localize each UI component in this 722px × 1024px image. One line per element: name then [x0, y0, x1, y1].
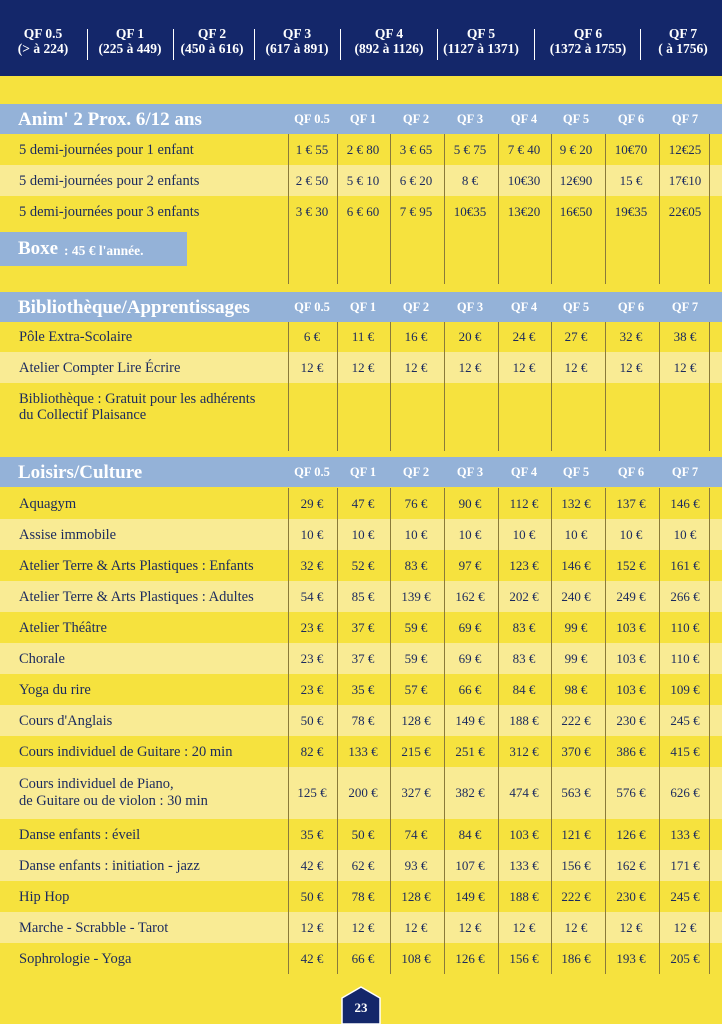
price-cell: 97 € [458, 557, 482, 573]
price-cell: 13€20 [507, 203, 541, 219]
qf-column-label: QF 6 [617, 112, 645, 126]
row-label: Hip Hop [19, 888, 70, 905]
row-label-line2: de Guitare ou de violon : 30 min [19, 793, 208, 809]
price-cell: 10 € [300, 526, 324, 542]
price-cell: 83 € [512, 619, 536, 635]
price-cell: 7 € 95 [399, 203, 433, 219]
row-label: Marche - Scrabble - Tarot [19, 919, 169, 936]
price-cell: 109 € [670, 681, 700, 697]
price-cell: 10 € [619, 526, 643, 542]
section-title: Loisirs/Culture [18, 462, 143, 483]
qf-column-label: QF 3 [456, 465, 484, 479]
header-qf-range: (1127 à 1371) [443, 41, 519, 56]
price-cell: 42 € [300, 857, 324, 873]
column-divider [390, 488, 391, 974]
table-row [0, 767, 722, 819]
price-cell: 2 € 50 [295, 172, 329, 188]
qf-column-label: QF 5 [562, 300, 590, 314]
column-divider [498, 488, 499, 974]
price-cell: 156 € [509, 950, 539, 966]
price-cell: 12€25 [668, 141, 702, 157]
qf-column-label: QF 1 [349, 300, 377, 314]
price-cell: 85 € [351, 588, 375, 604]
price-cell: 152 € [616, 557, 646, 573]
row-label: Danse enfants : éveil [19, 826, 141, 843]
column-divider [498, 134, 499, 284]
price-cell: 12 € [458, 359, 482, 375]
qf-column-label: QF 3 [456, 300, 484, 314]
price-cell: 103 € [509, 826, 539, 842]
price-cell: 12 € [512, 359, 536, 375]
column-divider [390, 134, 391, 284]
bibliotheque-note: Bibliothèque : Gratuit pour les adhérents [19, 391, 256, 407]
qf-column-label: QF 3 [456, 112, 484, 126]
price-cell: 474 € [509, 785, 539, 800]
price-cell: 12 € [564, 919, 588, 935]
price-cell: 12 € [673, 919, 697, 935]
price-cell: 23 € [300, 650, 324, 666]
price-cell: 222 € [561, 712, 591, 728]
price-cell: 93 € [404, 857, 428, 873]
table-row [0, 674, 722, 705]
price-cell: 3 € 30 [295, 203, 329, 219]
row-label: Atelier Compter Lire Écrire [19, 359, 181, 376]
header-qf-label: QF 0.5 [23, 26, 63, 41]
price-cell: 200 € [348, 785, 378, 800]
bibliotheque-note-line2: du Collectif Plaisance [19, 407, 147, 423]
price-cell: 12 € [564, 359, 588, 375]
price-cell: 83 € [512, 650, 536, 666]
price-cell: 10€35 [453, 203, 487, 219]
price-cell: 10 € [404, 526, 428, 542]
price-cell: 10 € [564, 526, 588, 542]
price-cell: 10 € [512, 526, 536, 542]
price-cell: 107 € [455, 857, 485, 873]
price-cell: 99 € [564, 619, 588, 635]
column-divider [551, 488, 552, 974]
price-cell: 66 € [351, 950, 375, 966]
row-label: Sophrologie - Yoga [19, 950, 132, 967]
price-cell: 6 € [303, 329, 321, 344]
price-cell: 10€70 [614, 141, 648, 157]
column-divider [659, 322, 660, 451]
section-header-loisirs [0, 457, 722, 487]
price-cell: 12 € [351, 919, 375, 935]
qf-column-label: QF 1 [349, 465, 377, 479]
price-cell: 12 € [512, 919, 536, 935]
price-cell: 84 € [458, 826, 482, 842]
table-row [0, 943, 722, 974]
price-cell: 126 € [616, 826, 646, 842]
price-cell: 78 € [351, 888, 375, 904]
header-qf-range: ( à 1756) [658, 41, 708, 56]
table-row [0, 643, 722, 674]
price-cell: 19€35 [614, 203, 648, 219]
header-col-7 [623, 26, 722, 64]
price-cell: 38 € [673, 329, 697, 344]
price-cell: 76 € [404, 495, 428, 511]
column-divider [288, 134, 289, 284]
price-cell: 27 € [564, 329, 588, 344]
price-cell: 6 € 20 [399, 172, 433, 188]
price-cell: 149 € [455, 712, 485, 728]
price-cell: 327 € [401, 785, 431, 800]
column-divider [444, 322, 445, 451]
price-cell: 108 € [401, 950, 431, 966]
table-row [0, 196, 722, 227]
qf-column-label: QF 7 [671, 465, 699, 479]
row-label: Atelier Terre & Arts Plastiques : Enfants [19, 557, 254, 574]
price-cell: 230 € [616, 888, 646, 904]
price-cell: 90 € [458, 495, 482, 511]
column-divider [551, 134, 552, 284]
header-separator [534, 29, 535, 60]
price-cell: 69 € [458, 619, 482, 635]
price-cell: 32 € [300, 557, 324, 573]
price-cell: 171 € [670, 857, 700, 873]
price-cell: 35 € [351, 681, 375, 697]
price-cell: 12 € [458, 919, 482, 935]
price-cell: 128 € [401, 712, 431, 728]
header-qf-range: (> à 224) [17, 41, 69, 56]
qf-column-label: QF 0.5 [294, 300, 330, 314]
header-qf-label: QF 6 [573, 26, 603, 41]
price-cell: 156 € [561, 857, 591, 873]
header-qf-range: (617 à 891) [265, 41, 329, 56]
table-row [0, 488, 722, 519]
price-cell: 12€90 [559, 172, 593, 188]
header-qf-label: QF 4 [374, 26, 404, 41]
column-divider [337, 134, 338, 284]
price-cell: 74 € [404, 826, 428, 842]
table-row [0, 322, 722, 352]
price-cell: 23 € [300, 619, 324, 635]
price-cell: 20 € [458, 329, 482, 344]
price-cell: 23 € [300, 681, 324, 697]
price-cell: 215 € [401, 743, 431, 759]
price-cell: 50 € [300, 712, 324, 728]
price-cell: 52 € [351, 557, 375, 573]
column-divider [605, 488, 606, 974]
price-cell: 188 € [509, 888, 539, 904]
price-cell: 66 € [458, 681, 482, 697]
price-cell: 8 € [461, 172, 479, 188]
price-cell: 126 € [455, 950, 485, 966]
price-cell: 139 € [401, 588, 431, 604]
price-cell: 103 € [616, 650, 646, 666]
qf-column-label: QF 5 [562, 112, 590, 126]
row-label: Cours individuel de Guitare : 20 min [19, 743, 233, 760]
column-divider [659, 488, 660, 974]
header-qf-range: (1372 à 1755) [549, 41, 627, 56]
table-row [0, 581, 722, 612]
price-cell: 83 € [404, 557, 428, 573]
price-cell: 137 € [616, 495, 646, 511]
table-row [0, 736, 722, 767]
price-cell: 37 € [351, 619, 375, 635]
price-cell: 35 € [300, 826, 324, 842]
header-qf-range: (450 à 616) [180, 41, 244, 56]
price-cell: 16€50 [559, 203, 593, 219]
header-separator [640, 29, 641, 60]
column-divider [498, 322, 499, 451]
table-row [0, 612, 722, 643]
price-cell: 12 € [404, 359, 428, 375]
price-cell: 29 € [300, 495, 324, 511]
price-cell: 245 € [670, 888, 700, 904]
price-cell: 84 € [512, 681, 536, 697]
price-cell: 146 € [670, 495, 700, 511]
table-row [0, 165, 722, 196]
price-cell: 230 € [616, 712, 646, 728]
row-label: Cours individuel de Piano, [19, 776, 174, 792]
boxe-title: Boxe [18, 238, 59, 259]
price-cell: 15 € [619, 172, 643, 188]
price-cell: 222 € [561, 888, 591, 904]
price-cell: 146 € [561, 557, 591, 573]
price-cell: 382 € [455, 785, 485, 800]
price-cell: 5 € 75 [453, 141, 487, 157]
row-label: Chorale [19, 650, 65, 667]
row-label: Cours d'Anglais [19, 712, 113, 729]
section-header-biblio [0, 292, 722, 322]
row-label: Yoga du rire [19, 681, 91, 698]
price-cell: 103 € [616, 681, 646, 697]
column-divider [709, 134, 710, 284]
price-cell: 110 € [670, 619, 700, 635]
header-qf-label: QF 5 [466, 26, 496, 41]
price-cell: 1 € 55 [295, 141, 329, 157]
price-cell: 193 € [616, 950, 646, 966]
column-divider [444, 134, 445, 284]
qf-column-label: QF 0.5 [294, 112, 330, 126]
price-cell: 415 € [670, 743, 700, 759]
price-cell: 9 € 20 [559, 141, 593, 157]
qf-column-label: QF 5 [562, 465, 590, 479]
row-label: Assise immobile [19, 526, 117, 543]
column-divider [605, 322, 606, 451]
table-row [0, 850, 722, 881]
price-cell: 370 € [561, 743, 591, 759]
qf-column-label: QF 7 [671, 112, 699, 126]
qf-column-label: QF 7 [671, 300, 699, 314]
price-cell: 386 € [616, 743, 646, 759]
table-row [0, 912, 722, 943]
price-cell: 188 € [509, 712, 539, 728]
header-separator [254, 29, 255, 60]
row-label: Pôle Extra-Scolaire [19, 329, 133, 345]
table-row [0, 550, 722, 581]
price-cell: 3 € 65 [399, 141, 433, 157]
header-separator [340, 29, 341, 60]
section-title: Bibliothèque/Apprentissages [18, 297, 250, 318]
column-divider [337, 322, 338, 451]
column-divider [709, 488, 710, 974]
price-cell: 125 € [297, 785, 327, 800]
table-row [0, 352, 722, 383]
section-header-anim [0, 104, 722, 134]
row-label: Atelier Terre & Arts Plastiques : Adultes [19, 588, 254, 605]
price-cell: 149 € [455, 888, 485, 904]
qf-column-label: QF 6 [617, 300, 645, 314]
price-cell: 10 € [351, 526, 375, 542]
price-cell: 103 € [616, 619, 646, 635]
price-cell: 12 € [673, 359, 697, 375]
price-cell: 16 € [404, 329, 428, 344]
qf-column-label: QF 0.5 [294, 465, 330, 479]
price-cell: 249 € [616, 588, 646, 604]
price-cell: 112 € [509, 495, 539, 511]
price-cell: 12 € [619, 359, 643, 375]
header-qf-label: QF 3 [282, 26, 312, 41]
qf-column-label: QF 6 [617, 465, 645, 479]
price-cell: 69 € [458, 650, 482, 666]
price-cell: 12 € [404, 919, 428, 935]
column-divider [288, 322, 289, 451]
header-qf-label: QF 7 [668, 26, 698, 41]
header-separator [173, 29, 174, 60]
price-cell: 6 € 60 [346, 203, 380, 219]
qf-column-label: QF 2 [402, 465, 430, 479]
price-cell: 47 € [351, 495, 375, 511]
qf-header-band [0, 0, 722, 76]
price-cell: 5 € 10 [346, 172, 380, 188]
price-cell: 576 € [616, 785, 646, 800]
column-divider [709, 322, 710, 451]
price-cell: 12 € [300, 359, 324, 375]
header-separator [437, 29, 438, 60]
price-cell: 99 € [564, 650, 588, 666]
bibliotheque-note-row [0, 383, 722, 451]
price-cell: 10 € [673, 526, 697, 542]
price-cell: 133 € [670, 826, 700, 842]
price-cell: 162 € [616, 857, 646, 873]
row-label: 5 demi-journées pour 1 enfant [19, 141, 194, 158]
price-cell: 121 € [561, 826, 591, 842]
price-cell: 37 € [351, 650, 375, 666]
row-label: Atelier Théâtre [19, 619, 107, 636]
header-qf-range: (225 à 449) [98, 41, 162, 56]
price-cell: 10 € [458, 526, 482, 542]
price-cell: 11 € [351, 329, 375, 344]
price-cell: 202 € [509, 588, 539, 604]
table-row [0, 519, 722, 550]
price-cell: 10€30 [507, 172, 541, 188]
section-title: Anim' 2 Prox. 6/12 ans [18, 109, 202, 130]
price-cell: 98 € [564, 681, 588, 697]
header-col-5 [421, 26, 541, 64]
table-row [0, 705, 722, 736]
price-cell: 240 € [561, 588, 591, 604]
price-cell: 42 € [300, 950, 324, 966]
price-cell: 245 € [670, 712, 700, 728]
price-cell: 24 € [512, 329, 536, 344]
price-cell: 7 € 40 [507, 141, 541, 157]
row-label: Danse enfants : initiation - jazz [19, 857, 200, 874]
qf-column-label: QF 2 [402, 112, 430, 126]
row-label: 5 demi-journées pour 3 enfants [19, 203, 200, 220]
header-qf-label: QF 2 [197, 26, 227, 41]
page-number: 23 [354, 1000, 368, 1015]
table-row [0, 881, 722, 912]
column-divider [605, 134, 606, 284]
qf-column-label: QF 2 [402, 300, 430, 314]
price-cell: 57 € [404, 681, 428, 697]
qf-column-label: QF 4 [510, 300, 538, 314]
price-cell: 12 € [300, 919, 324, 935]
price-cell: 110 € [670, 650, 700, 666]
boxe-detail: : 45 € l'année. [64, 243, 144, 258]
column-divider [390, 322, 391, 451]
price-cell: 12 € [619, 919, 643, 935]
row-label: Aquagym [19, 495, 77, 512]
price-cell: 17€10 [668, 172, 702, 188]
price-cell: 251 € [455, 743, 485, 759]
qf-column-label: QF 4 [510, 112, 538, 126]
price-cell: 312 € [509, 743, 539, 759]
boxe-banner [0, 232, 187, 266]
price-cell: 32 € [619, 329, 643, 344]
price-cell: 59 € [404, 650, 428, 666]
price-cell: 2 € 80 [346, 141, 380, 157]
table-row [0, 819, 722, 850]
price-cell: 54 € [300, 588, 324, 604]
price-cell: 128 € [401, 888, 431, 904]
column-divider [337, 488, 338, 974]
row-label: 5 demi-journées pour 2 enfants [19, 172, 200, 189]
price-cell: 563 € [561, 785, 591, 800]
price-cell: 132 € [561, 495, 591, 511]
price-cell: 50 € [351, 826, 375, 842]
price-cell: 59 € [404, 619, 428, 635]
price-cell: 133 € [509, 857, 539, 873]
qf-column-label: QF 1 [349, 112, 377, 126]
price-cell: 205 € [670, 950, 700, 966]
column-divider [444, 488, 445, 974]
price-cell: 186 € [561, 950, 591, 966]
price-cell: 78 € [351, 712, 375, 728]
price-cell: 123 € [509, 557, 539, 573]
price-cell: 22€05 [668, 203, 702, 219]
price-cell: 161 € [670, 557, 700, 573]
price-cell: 50 € [300, 888, 324, 904]
price-cell: 626 € [670, 785, 700, 800]
price-cell: 266 € [670, 588, 700, 604]
qf-column-label: QF 4 [510, 465, 538, 479]
price-cell: 82 € [300, 743, 324, 759]
column-divider [551, 322, 552, 451]
price-cell: 62 € [351, 857, 375, 873]
header-qf-range: (892 à 1126) [354, 41, 424, 56]
price-cell: 162 € [455, 588, 485, 604]
table-row [0, 134, 722, 165]
header-qf-label: QF 1 [115, 26, 145, 41]
price-cell: 133 € [348, 743, 378, 759]
column-divider [659, 134, 660, 284]
column-divider [288, 488, 289, 974]
header-separator [87, 29, 88, 60]
price-cell: 12 € [351, 359, 375, 375]
